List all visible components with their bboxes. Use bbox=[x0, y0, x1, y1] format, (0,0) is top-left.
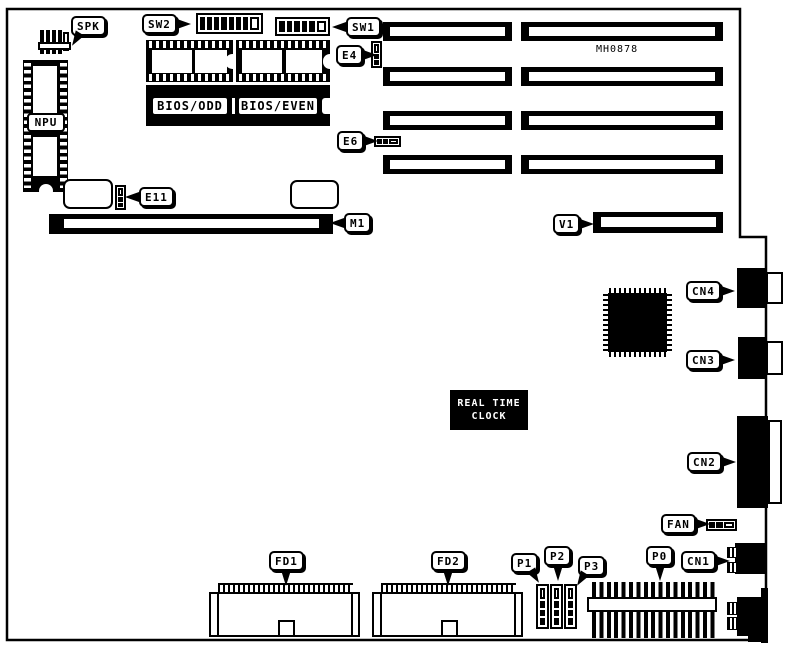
sw1-switch bbox=[309, 21, 315, 32]
sw1-switch bbox=[287, 21, 293, 32]
p1-pin bbox=[540, 618, 545, 625]
dip-switch-sw1 bbox=[275, 17, 330, 36]
bottom-right-connector-pins bbox=[727, 602, 739, 615]
fd2-callout bbox=[431, 551, 466, 571]
eprom-window bbox=[195, 50, 227, 73]
p1-pin bbox=[540, 610, 545, 617]
crystal-1 bbox=[63, 179, 113, 209]
sw2-switch bbox=[207, 17, 212, 30]
cn1-callout bbox=[681, 551, 716, 571]
bios-odd-label-text: BIOS/ODD bbox=[157, 99, 223, 113]
pin-header-p1 bbox=[536, 584, 549, 629]
p2-pin bbox=[554, 618, 559, 625]
npu-label-text: NPU bbox=[34, 116, 58, 129]
p3-callout-text: P3 bbox=[584, 560, 600, 573]
pin-header-p3 bbox=[564, 584, 577, 629]
e11-callout bbox=[139, 187, 174, 207]
expansion-slot bbox=[521, 22, 723, 41]
m1-callout-pointer bbox=[330, 218, 344, 228]
fd1-end-divider bbox=[351, 594, 353, 635]
m1-callout-text: M1 bbox=[350, 217, 366, 230]
cn4-callout-pointer bbox=[721, 286, 735, 296]
p0-band bbox=[587, 597, 717, 612]
connector-cn1 bbox=[735, 543, 766, 574]
fan-callout bbox=[661, 514, 696, 534]
expansion-slot bbox=[383, 155, 512, 174]
npu-window-top bbox=[33, 66, 57, 113]
memory-slot-m1 bbox=[49, 214, 333, 234]
qfp-pins-right bbox=[667, 294, 672, 351]
connector-cn3-external bbox=[766, 341, 783, 375]
qfp-pins-left bbox=[603, 294, 608, 351]
sw2-callout-pointer bbox=[177, 19, 191, 29]
eprom-notch bbox=[323, 54, 330, 69]
fd2-end-divider bbox=[514, 594, 516, 635]
fd2-key-notch bbox=[441, 620, 458, 635]
cn3-callout-pointer bbox=[721, 355, 735, 365]
fan-pin bbox=[724, 522, 734, 528]
rtc-text-line1: REAL TIME bbox=[457, 398, 521, 409]
spk-connector bbox=[40, 30, 70, 54]
e6-callout-pointer bbox=[364, 136, 378, 146]
expansion-slot bbox=[383, 67, 512, 86]
sw1-switch bbox=[279, 21, 285, 32]
fd1-key-notch bbox=[278, 620, 295, 635]
bios-even-label-text: BIOS/EVEN bbox=[240, 99, 316, 113]
npu-label bbox=[27, 113, 65, 132]
bios-label-separator bbox=[232, 98, 235, 114]
fan-callout-pointer bbox=[696, 519, 710, 529]
eprom-window bbox=[286, 50, 322, 73]
e4-callout-pointer bbox=[363, 50, 377, 60]
dip-switch-sw2 bbox=[196, 13, 263, 34]
board-model-text: MH0878 bbox=[596, 44, 639, 55]
fd2-callout-pointer bbox=[443, 570, 453, 586]
fd1-callout-text: FD1 bbox=[275, 555, 298, 568]
pin-header-p2 bbox=[550, 584, 563, 629]
bios-odd-label bbox=[151, 96, 229, 116]
bios-label-sliver bbox=[322, 98, 330, 114]
cn1-callout-pointer bbox=[716, 556, 730, 566]
p2-pin bbox=[554, 588, 559, 599]
sw1-switch bbox=[294, 21, 300, 32]
expansion-slot bbox=[521, 155, 723, 174]
slot-opening bbox=[390, 160, 505, 169]
eprom-chip-even bbox=[236, 40, 330, 82]
sw2-callout bbox=[142, 14, 177, 34]
eprom-pins-top bbox=[149, 41, 230, 48]
connector-cn2 bbox=[737, 416, 768, 508]
sw1-callout-pointer bbox=[332, 22, 346, 32]
rtc-text-line2: CLOCK bbox=[471, 411, 507, 422]
fd1-end-divider bbox=[217, 594, 219, 635]
slot-opening bbox=[529, 160, 715, 169]
slot-opening bbox=[529, 72, 715, 81]
e11-pin bbox=[118, 188, 123, 196]
spk-callout-text: SPK bbox=[77, 20, 100, 33]
rtc-chip bbox=[450, 390, 528, 430]
sw2-callout-text: SW2 bbox=[148, 18, 171, 31]
e6-pin bbox=[383, 139, 388, 144]
cn3-callout-text: CN3 bbox=[692, 354, 715, 367]
p0-callout-pointer bbox=[655, 565, 665, 581]
spk-callout bbox=[71, 16, 106, 36]
cn2-callout-pointer bbox=[722, 457, 736, 467]
npu-socket bbox=[23, 60, 68, 192]
sw1-switch bbox=[302, 21, 308, 32]
p3-pin bbox=[568, 610, 573, 617]
p1-pin bbox=[540, 588, 545, 599]
fd1-callout bbox=[269, 551, 304, 571]
crystal-2 bbox=[290, 180, 339, 209]
p0-callout-text: P0 bbox=[652, 550, 668, 563]
bios-even-label bbox=[237, 96, 319, 116]
fd2-end-divider bbox=[380, 594, 382, 635]
sw2-switch-off bbox=[250, 17, 259, 30]
qfp-pins-bottom bbox=[609, 352, 666, 357]
cn4-callout-text: CN4 bbox=[692, 285, 715, 298]
cn3-callout bbox=[686, 350, 721, 370]
sw2-switch bbox=[229, 17, 234, 30]
e4-callout bbox=[336, 45, 363, 65]
eprom-window bbox=[152, 50, 192, 73]
fan-pin bbox=[716, 522, 722, 528]
p1-callout bbox=[511, 553, 538, 573]
sw2-switch bbox=[214, 17, 219, 30]
bottom-right-connector-pins bbox=[727, 617, 739, 630]
p2-pin bbox=[554, 601, 559, 608]
cn1-callout-text: CN1 bbox=[687, 555, 710, 568]
e11-pin bbox=[118, 197, 123, 201]
connector-cn3 bbox=[738, 337, 766, 379]
e11-pin bbox=[118, 203, 123, 207]
p2-callout-text: P2 bbox=[550, 550, 566, 563]
eprom-pins-bottom bbox=[149, 74, 230, 81]
connector-cn2-external bbox=[768, 420, 782, 504]
sw1-callout-text: SW1 bbox=[352, 21, 375, 34]
e4-pin bbox=[374, 60, 379, 65]
sw1-callout bbox=[346, 17, 381, 37]
sw2-switch bbox=[236, 17, 241, 30]
p3-callout bbox=[578, 556, 605, 576]
sw2-switch bbox=[243, 17, 248, 30]
p0-callout bbox=[646, 546, 673, 566]
v1-callout bbox=[553, 214, 580, 234]
slot-opening bbox=[529, 116, 715, 125]
qfp-body bbox=[608, 293, 667, 352]
slot-opening bbox=[390, 116, 505, 125]
e6-pin bbox=[389, 139, 398, 144]
slot-opening bbox=[390, 72, 505, 81]
fd2-callout-text: FD2 bbox=[437, 555, 460, 568]
expansion-slot bbox=[383, 22, 512, 41]
spk-bar bbox=[38, 42, 71, 50]
qfp-pins-top bbox=[609, 288, 666, 293]
npu-notch bbox=[39, 184, 53, 198]
cn4-callout bbox=[686, 281, 721, 301]
fan-jumper bbox=[706, 519, 737, 531]
p2-callout-pointer bbox=[553, 565, 563, 581]
slot-opening bbox=[529, 27, 715, 36]
npu-window-bottom bbox=[33, 137, 57, 176]
connector-cn4-external bbox=[766, 272, 783, 304]
eprom-notch bbox=[225, 54, 233, 69]
eprom-pins-top bbox=[239, 41, 327, 48]
connector-cn4 bbox=[737, 268, 766, 308]
p2-callout bbox=[544, 546, 571, 566]
p3-pin bbox=[568, 618, 573, 625]
expansion-slot bbox=[521, 67, 723, 86]
p1-pin bbox=[540, 601, 545, 608]
p2-pin bbox=[554, 610, 559, 617]
bottom-right-connector bbox=[737, 597, 767, 636]
cn2-callout-text: CN2 bbox=[693, 456, 716, 469]
m1-slot-opening bbox=[64, 219, 319, 228]
sw1-switch-off bbox=[317, 21, 327, 32]
cn2-callout bbox=[687, 452, 722, 472]
v1-callout-pointer bbox=[580, 219, 594, 229]
fan-callout-text: FAN bbox=[667, 518, 690, 531]
e11-callout-pointer bbox=[125, 192, 139, 202]
qfp-chip bbox=[603, 288, 672, 357]
eprom-chip-odd bbox=[146, 40, 233, 82]
slot-opening bbox=[390, 27, 505, 36]
p3-pin bbox=[568, 601, 573, 608]
sw2-switch bbox=[221, 17, 226, 30]
v1-callout-text: V1 bbox=[559, 218, 575, 231]
e6-callout bbox=[337, 131, 364, 151]
p1-callout-text: P1 bbox=[517, 557, 533, 570]
p3-pin bbox=[568, 588, 573, 599]
bios-label-band bbox=[146, 85, 330, 126]
m1-callout bbox=[344, 213, 371, 233]
v1-slot-opening bbox=[601, 217, 716, 227]
expansion-slot bbox=[521, 111, 723, 130]
expansion-slot bbox=[383, 111, 512, 130]
eprom-window bbox=[242, 50, 282, 73]
fan-pin bbox=[709, 522, 715, 528]
e6-callout-text: E6 bbox=[343, 135, 359, 148]
eprom-pins-bottom bbox=[239, 74, 327, 81]
e4-callout-text: E4 bbox=[342, 49, 358, 62]
video-slot-v1 bbox=[593, 212, 723, 233]
fd1-callout-pointer bbox=[281, 570, 291, 586]
e11-callout-text: E11 bbox=[145, 191, 168, 204]
sw2-switch bbox=[200, 17, 205, 30]
